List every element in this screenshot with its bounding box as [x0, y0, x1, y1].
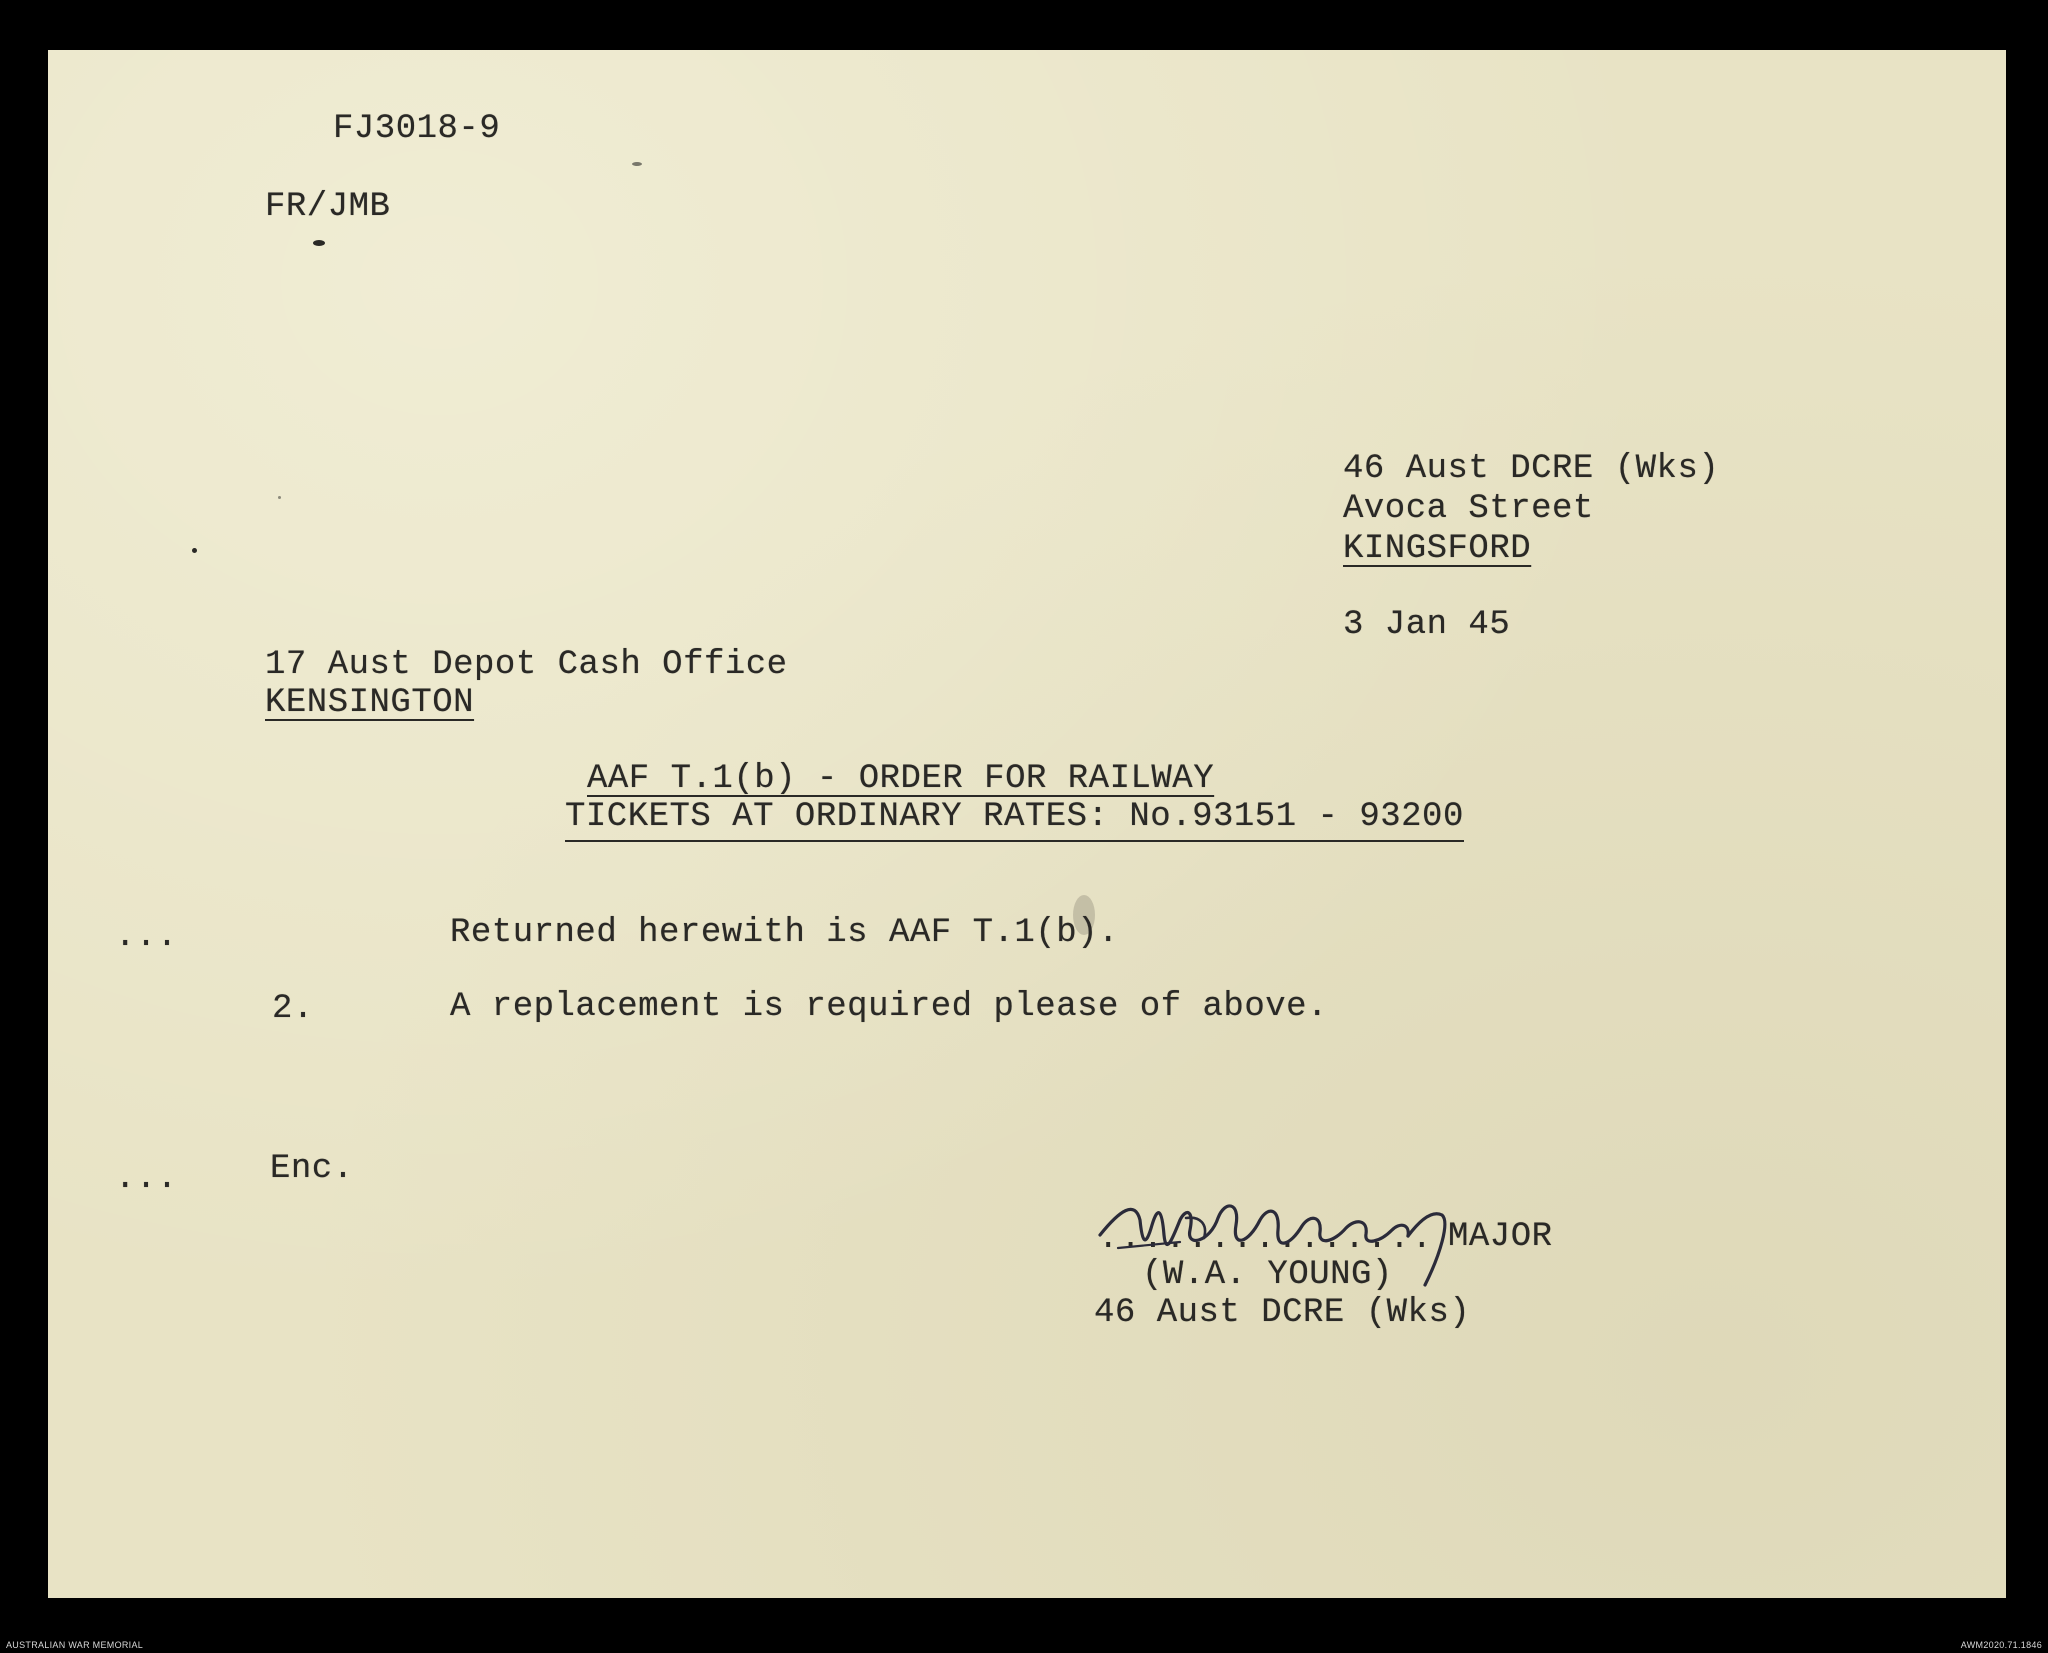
paragraph-2-text: A replacement is required please of above. — [450, 988, 1328, 1026]
ink-speck — [278, 496, 281, 499]
paragraph-1-number: ... — [115, 918, 178, 956]
enclosure-label: Enc. — [270, 1150, 354, 1188]
archive-footer-left: AUSTRALIAN WAR MEMORIAL — [6, 1640, 144, 1650]
sender-street: Avoca Street — [1343, 490, 1594, 528]
signature-dots: ............... — [1098, 1220, 1435, 1258]
subject-line-2: TICKETS AT ORDINARY RATES: No.93151 - 93200 — [565, 798, 1464, 842]
ink-speck — [192, 548, 197, 553]
recipient-suburb: KENSINGTON — [265, 684, 475, 722]
file-reference: FJ3018-9 — [333, 110, 501, 148]
paragraph-2-number: 2. — [272, 990, 314, 1028]
recipient-office: 17 Aust Depot Cash Office — [265, 646, 788, 684]
archive-footer-right: AWM2020.71.1846 — [1960, 1640, 2042, 1650]
ink-speck — [313, 240, 325, 246]
signature-unit: 46 Aust DCRE (Wks) — [1094, 1294, 1471, 1332]
sender-suburb: KINGSFORD — [1343, 530, 1532, 568]
sender-unit: 46 Aust DCRE (Wks) — [1343, 450, 1720, 488]
initials-reference: FR/JMB — [265, 188, 391, 226]
handwritten-signature — [1090, 1180, 1520, 1300]
signature-rank: MAJOR — [1448, 1218, 1553, 1256]
subject-line-1: AAF T.1(b) - ORDER FOR RAILWAY — [587, 760, 1215, 798]
paragraph-1-text: Returned herewith is AAF T.1(b). — [450, 914, 1119, 952]
signature-name: (W.A. YOUNG) — [1142, 1256, 1393, 1294]
letter-date: 3 Jan 45 — [1343, 606, 1511, 644]
enclosure-marker: ... — [115, 1160, 178, 1198]
ink-speck — [632, 162, 642, 166]
smudge — [1073, 895, 1095, 935]
